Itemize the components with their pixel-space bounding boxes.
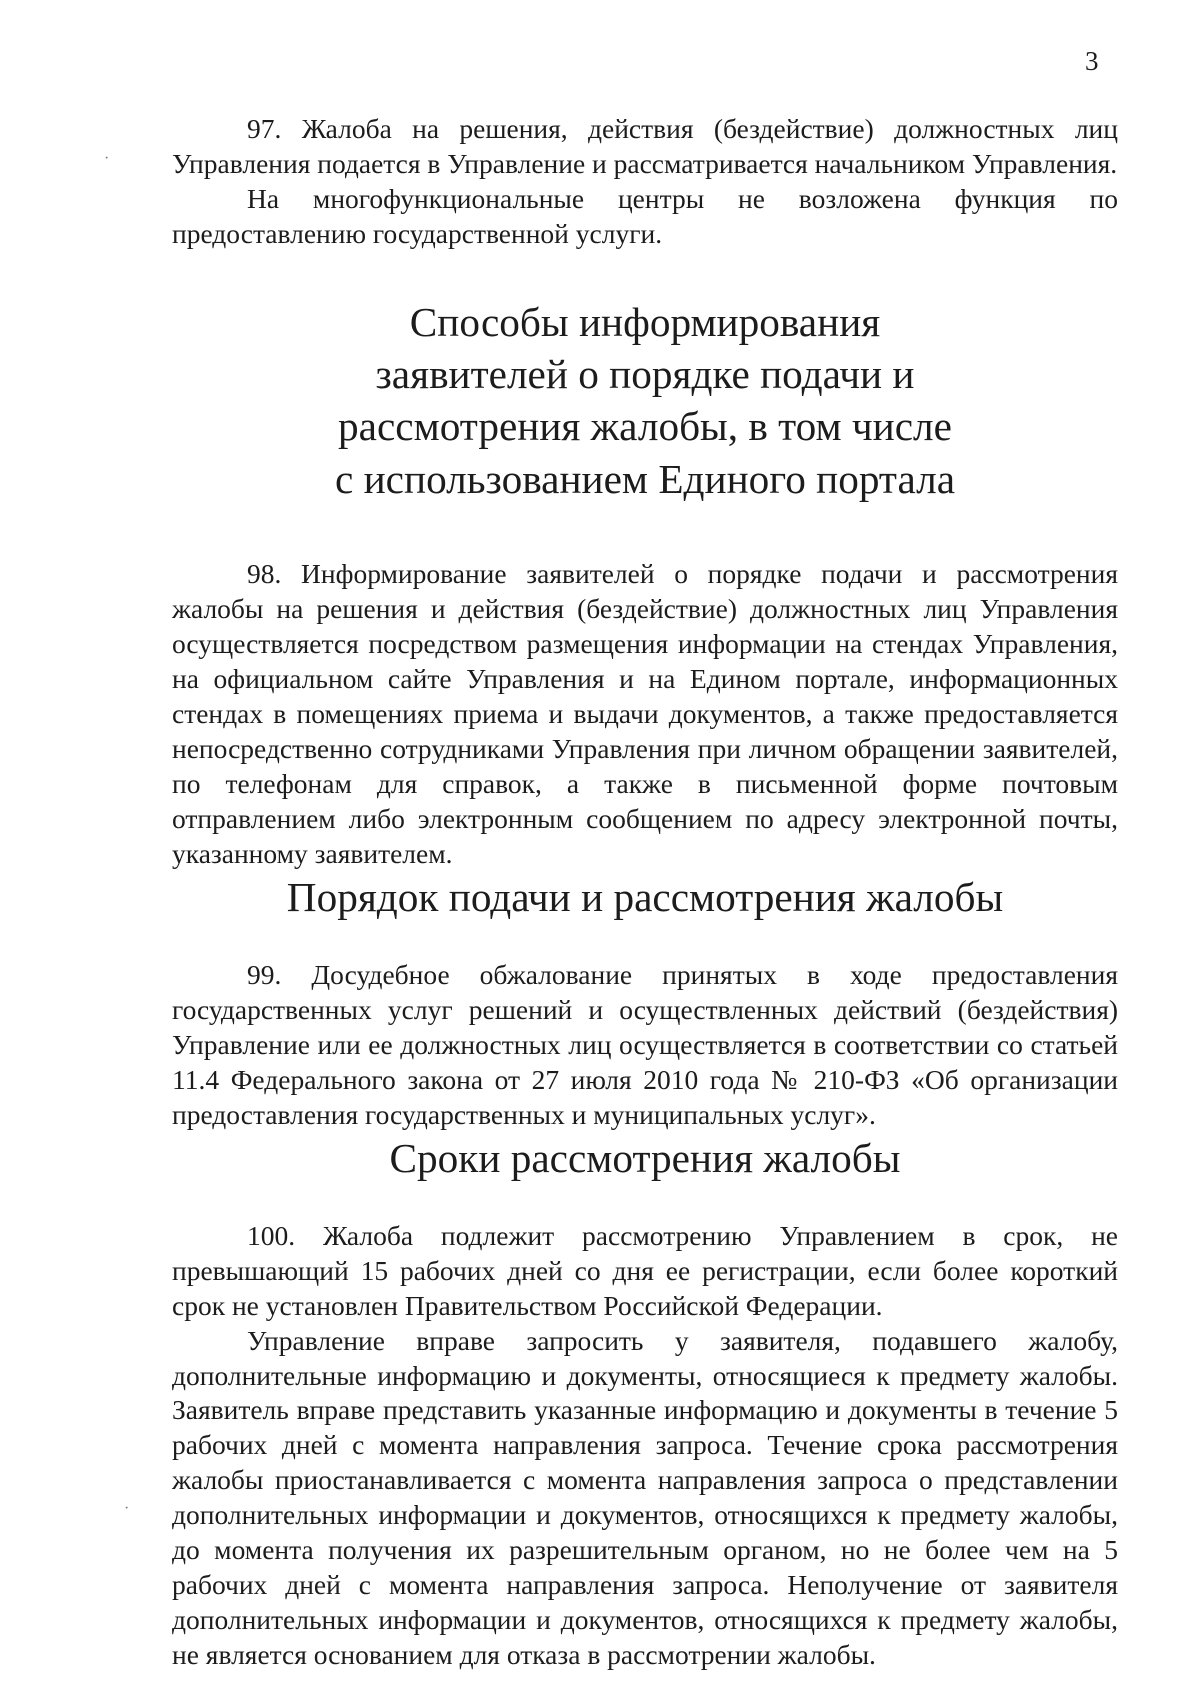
section-heading-informing: Способы информирования заявителей о порядке подачи и рассмотрения жалобы, в том числе с использованием Единого портала — [334, 298, 956, 502]
paragraph-97-continued: На многофункциональные центры не возложена функция по предоставлению государственной услуги. — [172, 182, 1118, 249]
paragraph-97: 97. Жалоба на решения, действия (бездействие) должностных лиц Управления подается в Управление и рассматривается начальником Управления. — [172, 113, 1118, 179]
paragraph-100-continued: Управление вправе запросить у заявителя, подавшего жалобу, дополнительные информацию и документы, относящиеся к предмету жалобы. Заявитель вправе представить указанные информацию и документы в течение 5 рабочих дней с момента направления запроса. Течение срока рассмотрения жалобы приостанавливается с момента направления запроса о представлении дополнительных информации и документов, относящихся к предмету жалобы, до момента получения их разрешительным органом, но не более чем на 5 рабочих дней с момента направления запроса. Неполучение от заявителя дополнительных информации и документов, относящихся к предмету жалобы, не является основанием для отказа в рассмотрении жалобы. — [172, 1324, 1118, 1670]
paragraph-100: 100. Жалоба подлежит рассмотрению Управлением в срок, не превышающий 15 рабочих дней со дня ее регистрации, если более короткий срок не установлен Правительством Российской Федерации. — [172, 1219, 1118, 1321]
document-body — [172, 112, 1118, 1673]
paragraph-99: 99. Досудебное обжалование принятых в ходе предоставления государственных услуг решений и осуществленных действий (бездействия) Управление или ее должностных лиц осуществляется в соответствии со статьей 11.4 Федерального закона от 27 июля 2010 года № 210-ФЗ «Об организации предоставления государственных и муниципальных услуг». — [172, 958, 1118, 1130]
section-heading-terms: Сроки рассмотрения жалобы — [389, 1135, 901, 1182]
page-number: 3 — [1085, 46, 1099, 76]
scan-mark: · — [104, 150, 110, 167]
paragraph-98: 98. Информирование заявителей о порядке подачи и рассмотрения жалобы на решения и действия (бездействие) должностных лиц Управления осуществляется посредством размещения информации на стендах Управления, на официальном сайте Управления и на Едином портале, информационных стендах в помещениях приема и выдачи документов, а также предоставляется непосредственно сотрудниками Управления при личном обращении заявителей, по телефонам для справок, а также в письменной форме почтовым отправлением либо электронным сообщением по адресу электронной почты, указанному заявителем. — [172, 558, 1118, 869]
section-heading-procedure: Порядок подачи и рассмотрения жалобы — [286, 874, 1004, 921]
scan-mark: · — [124, 1500, 130, 1517]
